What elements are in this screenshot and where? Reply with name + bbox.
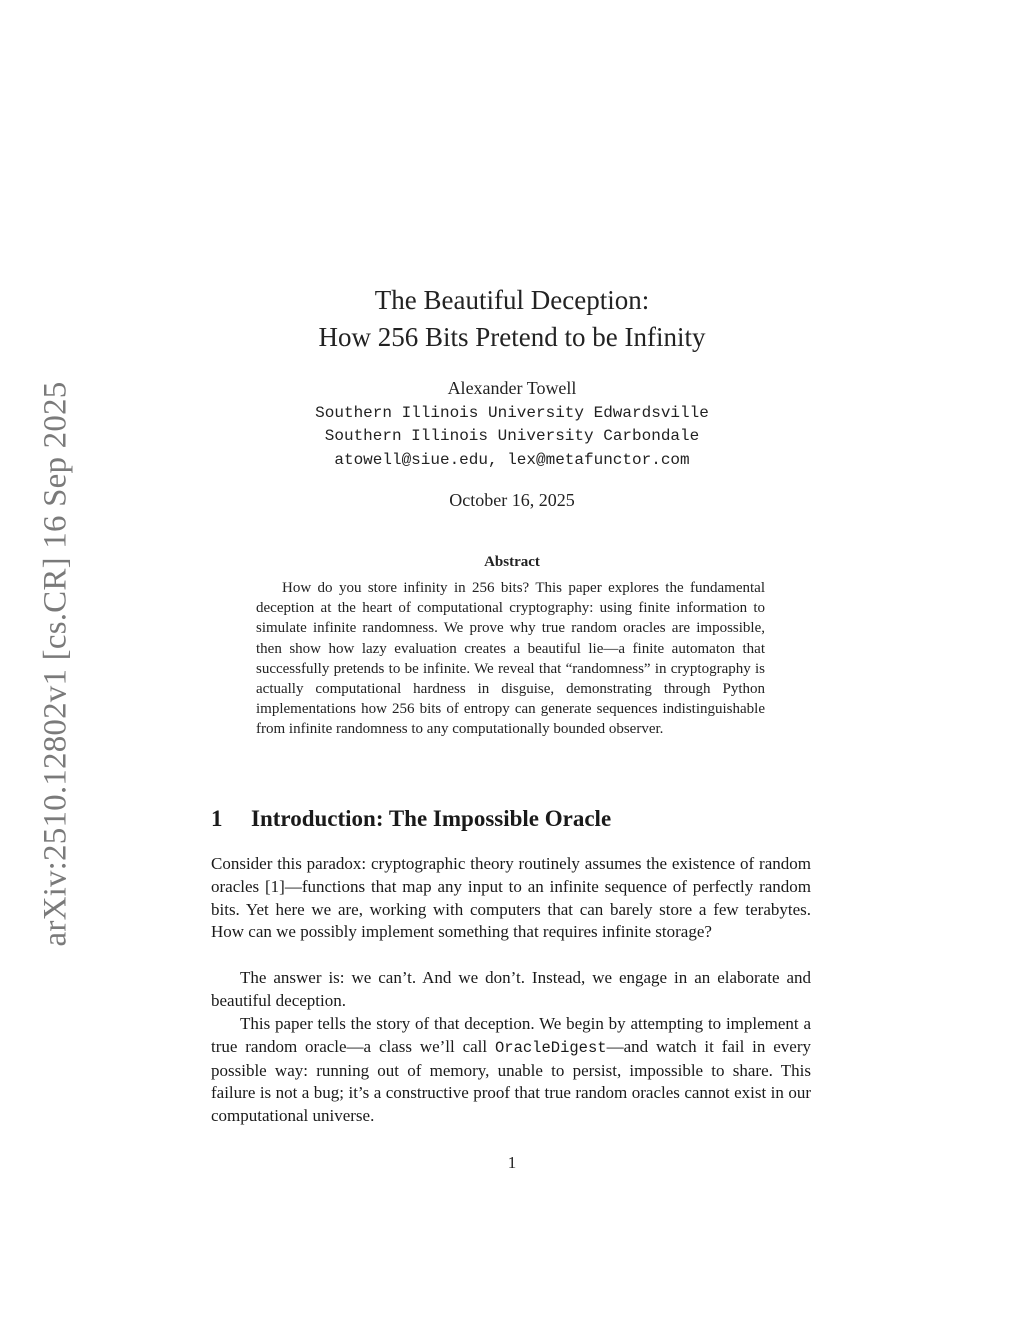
paper-date: October 16, 2025 xyxy=(449,490,575,510)
paragraph-3-text-start: This paper tells the story of that deception. We begin by attempting to implement a true random oracle—a class we’ll call xyxy=(211,1014,811,1056)
section-heading xyxy=(211,806,611,832)
section-title: Introduction: The Impossible Oracle xyxy=(251,806,612,831)
paragraph-3 xyxy=(211,1013,811,1128)
arxiv-identifier-stamp: arXiv:2510.12802v1 [cs.CR] 16 Sep 2025 xyxy=(37,381,74,947)
author-affiliation-2: Southern Illinois University Carbondale xyxy=(324,427,700,445)
author-email: atowell@siue.edu, lex@metafunctor.com xyxy=(334,451,690,469)
paper-title-line-2: How 256 Bits Pretend to be Infinity xyxy=(318,322,706,352)
abstract-text: How do you store infinity in 256 bits? This paper explores the fundamental deception at the heart of computational cryptography: using finite information to simulate infinite randomness. We prove why true random oracles are impossible, then show how lazy evaluation creates a beautiful lie—a finite automaton that successfully pretends to be infinite. We reveal that “randomness” in cryptography is actually computational hardness in disguise, demonstrating through Python implementations how 256 bits of entropy can generate sequences indistinguishable from infinite randomness to any computationally bounded observer. xyxy=(256,580,765,738)
page-number: 1 xyxy=(507,1153,517,1172)
inline-code-class-name: OracleDigest xyxy=(494,1038,607,1057)
paper-title-line-1: The Beautiful Deception: xyxy=(374,285,650,315)
author-affiliation-1: Southern Illinois University Edwardsville xyxy=(315,404,709,422)
section-number: 1 xyxy=(211,806,223,831)
paragraph-2: The answer is: we can’t. And we don’t. Instead, we engage in an elaborate and beautiful deception. xyxy=(211,968,811,1010)
paragraph-3-text-end: —and watch it fail in every possible way: running out of memory, unable to persist, impossible to share. This failure is not a bug; it’s a constructive proof that true random oracles cannot exist in our computational universe. xyxy=(211,1036,811,1126)
author-name: Alexander Towell xyxy=(447,378,577,398)
abstract-heading: Abstract xyxy=(484,554,540,570)
paragraph-1: Consider this paradox: cryptographic theory routinely assumes the existence of random oracles [1]—functions that map any input to an infinite sequence of perfectly random bits. Yet here we are, working with computers that can barely store a few terabytes. How can we possibly implement something that requires infinite storage? xyxy=(211,854,811,942)
